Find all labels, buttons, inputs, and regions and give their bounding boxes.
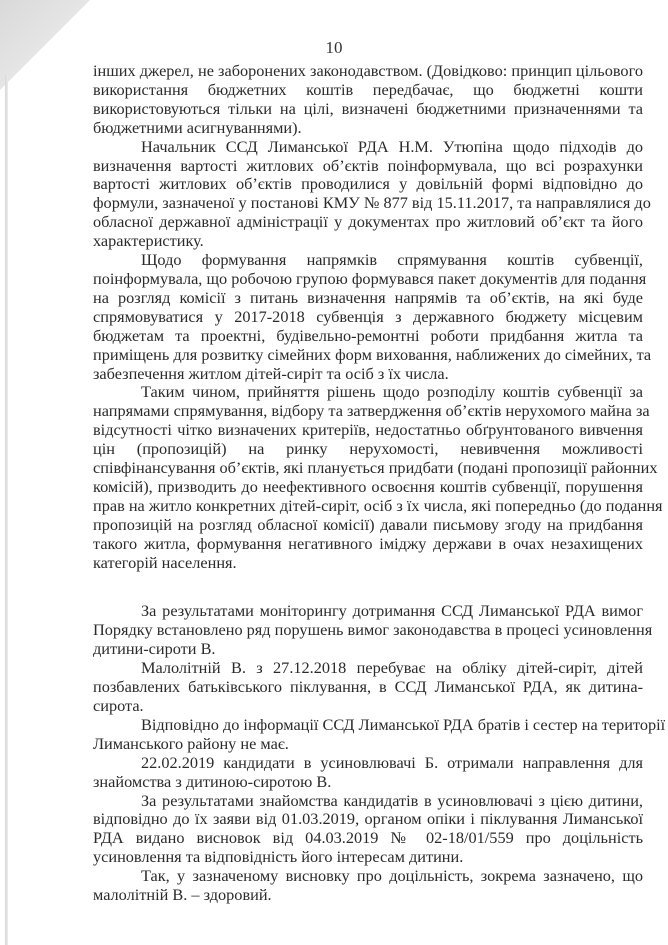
page-number: 10 [325,38,343,57]
paragraph [93,601,653,659]
paragraph-spacer [93,572,643,602]
text-line: дитини-сироти В. [93,639,216,659]
paragraph [93,792,643,868]
text-line: За результатами знайомства кандидатів в усиновлювачі з цією дитини, [141,790,643,810]
text-line: відсутності чітко визначених критеріїв, недостатньо обґрунтованого вивчення [93,420,643,440]
paragraph [93,754,643,792]
scan-shadow-edge [5,75,8,945]
text-line: поінформувала, що робочою групою формувався пакет документів для подання [93,268,647,288]
text-line: Таким чином, прийняття рішень щодо розподілу коштів субвенції за [141,382,643,402]
text-line: сирота. [93,696,144,715]
text-line: характеристику. [93,231,204,251]
text-line: відповідно до їх заяви від 01.03.2019, органом опіки і піклування Лиманської [93,809,643,829]
paragraph [93,867,643,905]
text-line: РДА видано висновок від 04.03.2019 № 02-18/01/559 про доцільність [93,828,643,848]
text-line: За результатами моніторингу дотримання ССД Лиманської РДА вимог [141,601,643,621]
paragraph [93,714,666,754]
text-line: Начальник ССД Лиманської РДА Н.М. Утюпіна щодо підходів до [141,136,643,156]
document-body [93,61,666,905]
text-line: категорій населення. [93,552,237,572]
text-line: інших джерел, не заборонених законодавством. (Довідково: принцип цільового [93,61,643,80]
text-line: Порядку встановлено ряд порушень вимог законодавства в процесі усиновлення [93,620,653,640]
text-line: формули, зазначеної у постанові КМУ № 877 від 15.11.2017, та направлялися до [93,193,651,213]
text-line: Відповідно до інформації ССД Лиманської РДА братів і сестер на території [141,714,666,734]
paragraph [93,659,643,716]
text-line: комісій), призводить до неефективного освоєння коштів субвенції, порушення [93,476,643,496]
text-line: співфінансування об’єктів, які планується придбати (подані пропозиції районних [93,458,658,478]
text-line: спрямовуватися у 2017-2018 субвенція з державного бюджету місцевим [93,306,643,326]
text-line: 22.02.2019 кандидати в усиновлювачі Б. отримали направлення для [141,752,643,772]
text-line: забезпечення житлом дітей-сиріт та осіб з їх числа. [93,363,449,383]
text-line: використовуються тільки на цілі, визначені бюджетними призначеннями та [93,98,643,118]
text-line: позбавлених батьківського піклування, в ССД Лиманської РДА, як дитина- [93,677,643,697]
paragraph [93,62,643,138]
text-line: використання бюджетних коштів передбачає, що бюджетні кошти [93,79,643,99]
text-line: пропозицій на розгляд обласної комісії) давали письмову згоду на придбання [93,514,643,534]
text-line: Лиманського району не має. [93,733,289,753]
paragraph [93,136,651,251]
text-line: приміщень для розвитку сімейних форм виховання, наближених до сімейних, та [93,344,652,364]
text-line: Щодо формування напрямків спрямування коштів субвенції, [141,250,643,270]
text-line: бюджетними асигнуваннями). [93,117,302,137]
text-line: вартості житлових об’єктів проводилися у довільній формі відповідно до [93,174,643,194]
text-line: напрямами спрямування, відбору та затвердження об’єктів нерухомого майна за [93,401,650,421]
text-line: визначення вартості житлових об’єктів поінформувала, що всі розрахунки [93,155,643,175]
text-line: бюджетам та проектні, будівельно-ремонтні роботи придбання житла та [93,325,643,345]
text-line: обласної державної адміністрації у документах про житловий об’єкт та його [93,212,643,232]
text-line: знайомства з дитиною-сиротою В. [93,771,332,791]
text-line: Малолітній В. з 27.12.2018 перебуває на обліку дітей-сиріт, дітей [141,658,643,678]
text-line: малолітній В. – здоровий. [93,885,272,905]
text-line: усиновлення та відповідність його інтересам дитини. [93,847,464,867]
text-line: прав на житло конкретних дітей-сиріт, осіб з їх числа, які попередньо (до подання [93,495,663,515]
paragraph [93,382,663,572]
text-line: такого житла, формування негативного іміджу держави в очах незахищених [93,533,643,553]
paragraph [93,250,652,383]
text-line: цін (пропозицій) на ринку нерухомості, невивчення можливості [93,439,643,459]
text-line: Так, у зазначеному висновку про доцільність, зокрема зазначено, що [141,866,643,886]
text-line: на розгляд комісії з питань визначення напрямів та об’єктів, на які буде [93,287,643,307]
